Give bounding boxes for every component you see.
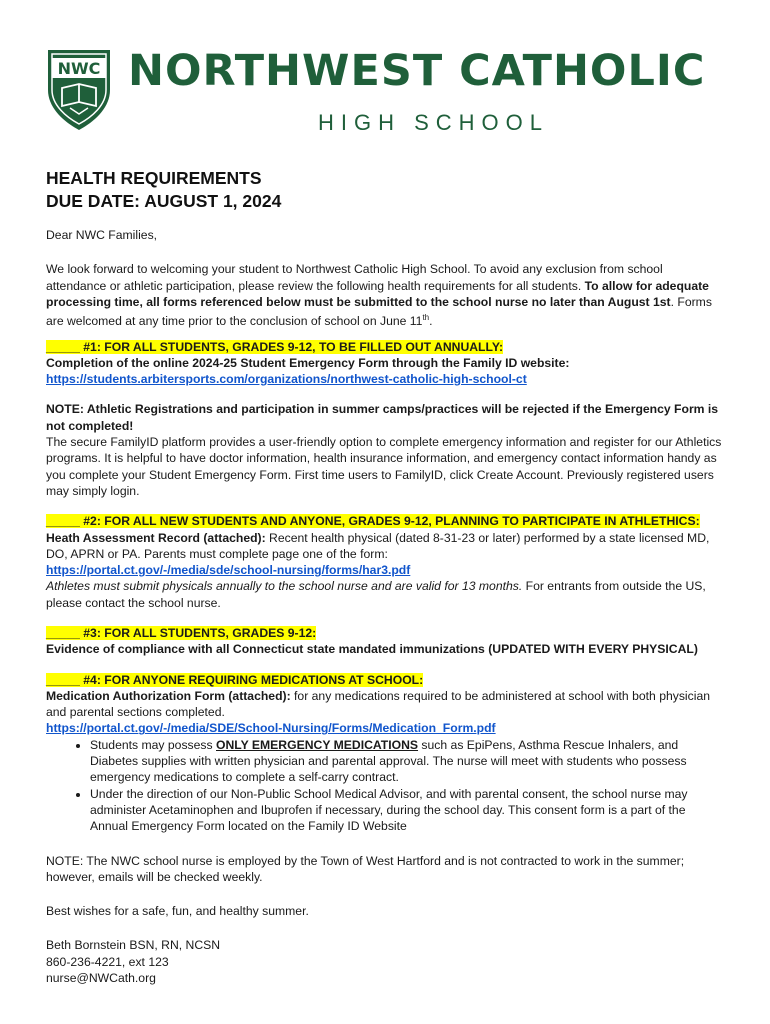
section-4-text: for any medications required to be administered at school with both physician and parental sections completed. [46,688,711,720]
letter-body [46,167,726,986]
section-1-heading: _____ #1: FOR ALL STUDENTS, GRADES 9-12, TO BE FILLED OUT ANNUALLY: [46,339,504,354]
bullet-1-text: Students may possess [90,737,216,752]
medication-form-link[interactable]: https://portal.ct.gov/-/media/SDE/School-Nursing/Forms/Medication_Form.pdf [46,721,496,736]
section-3-heading: _____ #3: FOR ALL STUDENTS, GRADES 9-12: [46,626,317,640]
school-name: NORTHWEST CATHOLIC [128,46,706,96]
intro-deadline: To allow for adequate processing time, all forms referenced below must be submitted to the school nurse no later than August 1st [46,278,709,309]
bullet-1-text-2: such as EpiPens, Asthma Rescue Inhalers, and Diabetes supplies with written physician and parental approval. The nurse will meet with students who possess emergency medications to complete a self-carry contract. [90,737,687,785]
section-2-italic-note: Athletes must submit physicals annually to the school nurse and are valid for 13 months. [46,579,523,594]
section-2 [46,513,726,611]
section-3-subhead: Evidence of compliance with all Connecticut state mandated immunizations (UPDATED WITH EVERY PHYSICAL) [46,642,698,657]
closing-note: NOTE: The NWC school nurse is employed by the Town of West Hartford and is not contracted to work in the summer; however, emails will be checked weekly. [46,853,685,884]
section-4 [46,672,726,737]
section-2-label: Heath Assessment Record (attached): [46,530,266,545]
school-crest-logo [46,44,112,130]
closing-wishes: Best wishes for a safe, fun, and healthy summer. [46,904,309,919]
letterhead [46,44,736,144]
bullet-1-emphasis: ONLY EMERGENCY MEDICATIONS [216,737,419,752]
nurse-email[interactable]: nurse@NWCath.org [46,971,156,986]
section-1-subhead: Completion of the online 2024-25 Student Emergency Form through the Family ID website: [46,355,570,370]
medication-bullets [46,737,726,835]
greeting: Dear NWC Families, [46,228,158,242]
signature-block [46,937,726,986]
section-2-text: Recent health physical (dated 8-31-23 or later) performed by a state licensed MD, DO, APRN or PA. Parents must complete page one of the form: [46,530,710,561]
har3-form-link[interactable]: https://portal.ct.gov/-/media/sde/school-nursing/forms/har3.pdf [46,563,411,578]
section-1-note-warning: NOTE: Athletic Registrations and participation in summer camps/practices will be rejected if the Emergency Form is not completed! [46,402,719,433]
intro-text-3: . [429,314,433,329]
section-1 [46,339,726,388]
page-title [46,167,726,213]
list-item: • Under the direction of our Non-Public School Medical Advisor, and with parental consent, the school nurse may administer Acetaminophen and Ibuprofen if necessary, during the school day. This consent form is a part of the Annual Emergency Form located on the Family ID Website [90,786,726,835]
section-1-note [46,401,726,499]
intro-sup: th [422,313,430,323]
nurse-name: Beth Bornstein BSN, RN, NCSN [46,938,221,953]
crest-text: NWC [57,59,101,78]
section-3 [46,625,726,658]
nurse-phone: 860-236-4221, ext 123 [46,954,169,969]
title-line-1: HEALTH REQUIREMENTS [46,168,262,188]
section-2-heading: _____ #2: FOR ALL NEW STUDENTS AND ANYONE, GRADES 9-12, PLANNING TO PARTICIPATE IN ATHLETHICS: [46,514,700,529]
section-2-tail: For entrants from outside the US, please contact the school nurse. [46,579,706,610]
intro-text-2: . Forms are welcomed at any time prior to the conclusion of school on June 11 [46,294,712,329]
section-1-note-text: The secure FamilyID platform provides a user-friendly option to complete emergency information and register for our Athletics programs. It is helpful to have doctor information, health insurance information, and emergency contact information handy as you complete your Student Emergency Form. First time users to FamilyID, click Create Account. Previously registered users may simply login. [46,435,722,498]
list-item [90,737,726,786]
title-due-date: DUE DATE: AUGUST 1, 2024 [46,191,282,211]
section-4-label: Medication Authorization Form (attached): [46,688,291,703]
family-id-link[interactable]: https://students.arbitersports.com/organizations/northwest-catholic-high-school-ct [46,372,527,387]
school-subtitle: HIGH SCHOOL [318,110,550,135]
intro-paragraph [46,261,726,329]
section-4-heading: _____ #4: FOR ANYONE REQUIRING MEDICATIONS AT SCHOOL: [46,672,424,687]
intro-text: We look forward to welcoming your student to Northwest Catholic High School. To avoid any exclusion from school attendance or athletic participation, please review the following health requirements for all students. [46,262,663,293]
